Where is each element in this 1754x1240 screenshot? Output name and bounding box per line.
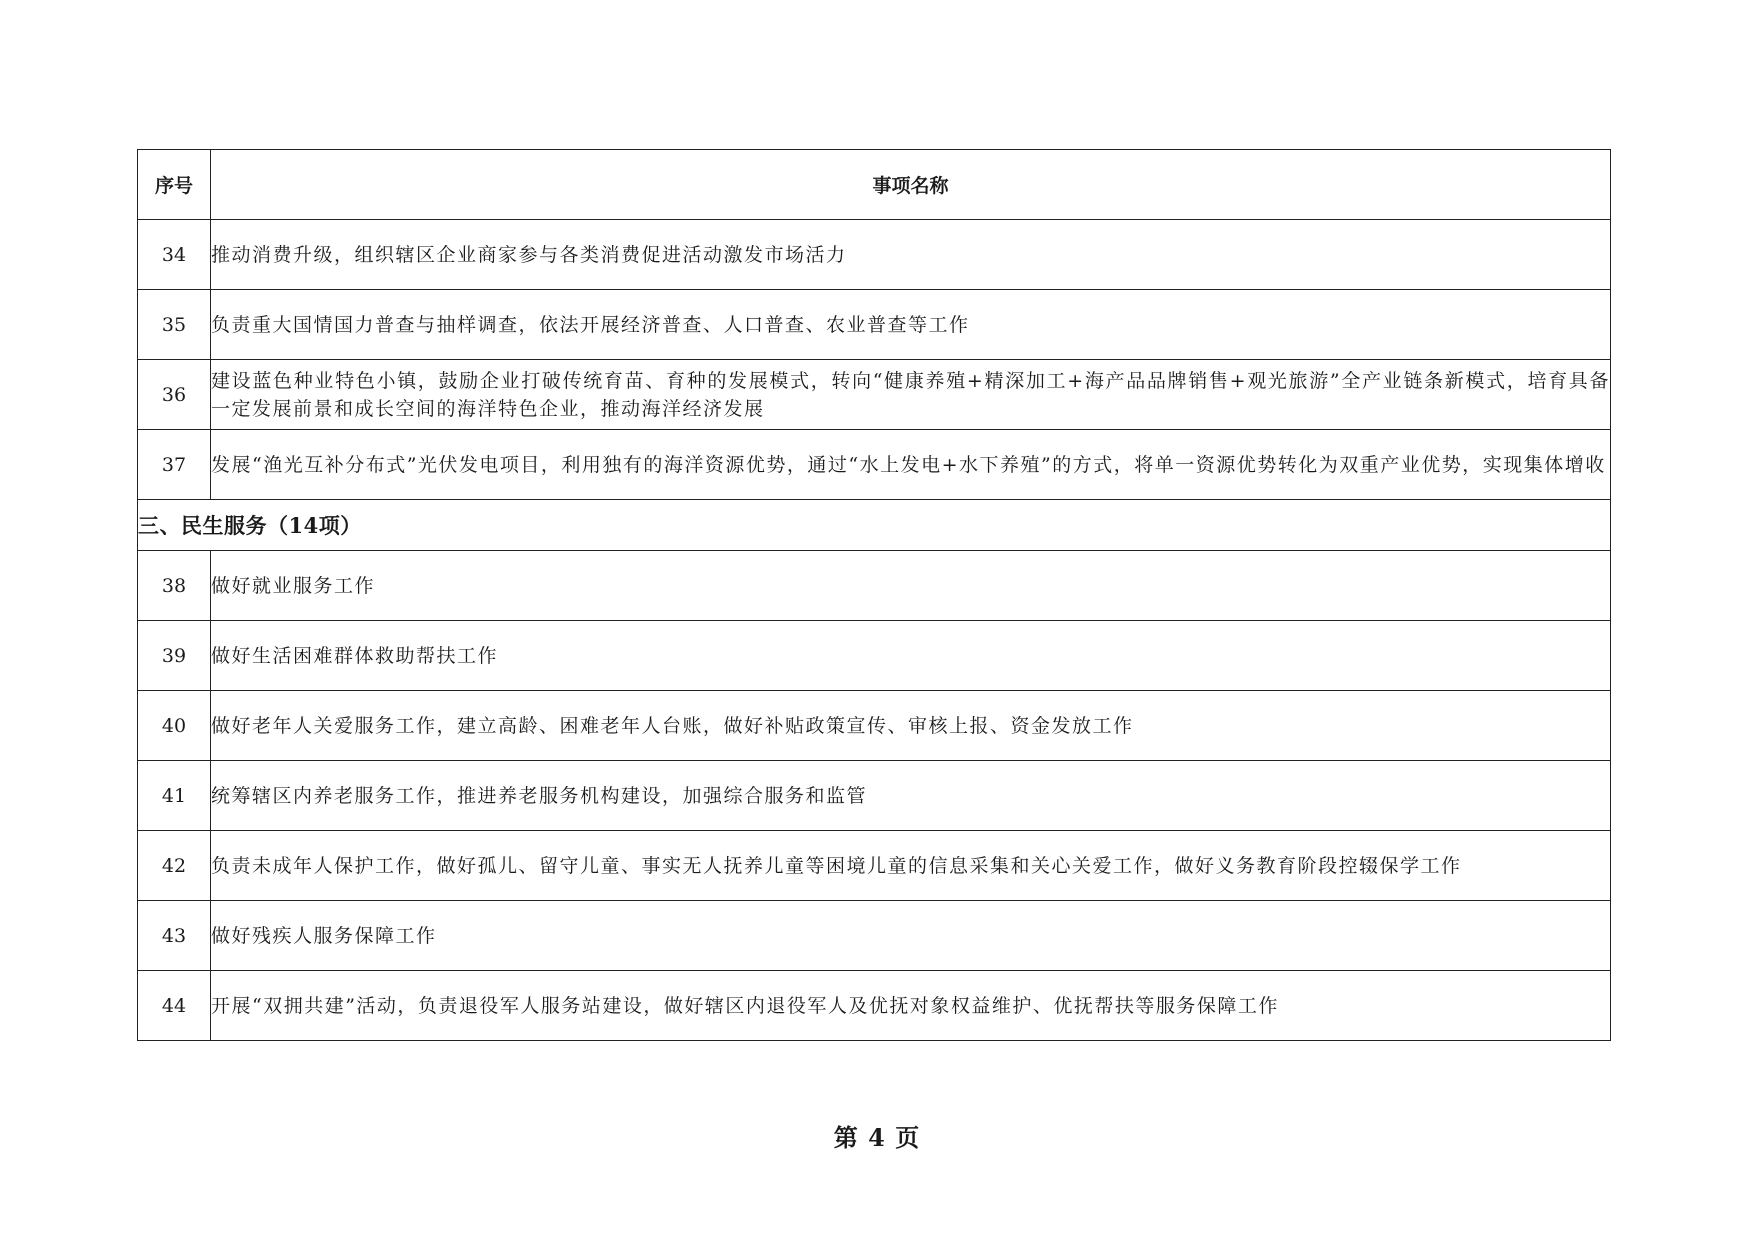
row-number: 43	[138, 901, 211, 971]
row-name: 建设蓝色种业特色小镇，鼓励企业打破传统育苗、育种的发展模式，转向“健康养殖+精深加工+海产品品牌销售+观光旅游”全产业链条新模式，培育具备一定发展前景和成长空间的海洋特色企业，推动海洋经济发展	[211, 360, 1611, 430]
row-name: 负责未成年人保护工作，做好孤儿、留守儿童、事实无人抚养儿童等困境儿童的信息采集和关心关爱工作，做好义务教育阶段控辍保学工作	[211, 831, 1611, 901]
row-name: 做好生活困难群体救助帮扶工作	[211, 621, 1611, 691]
header-no: 序号	[138, 150, 211, 220]
row-name: 推动消费升级，组织辖区企业商家参与各类消费促进活动激发市场活力	[211, 220, 1611, 290]
row-number: 38	[138, 551, 211, 621]
section-title: 三、民生服务（14项）	[138, 500, 1611, 551]
table-row	[138, 360, 1611, 430]
table-row	[138, 901, 1611, 971]
table-header-row	[138, 150, 1611, 220]
row-number: 44	[138, 971, 211, 1041]
row-name: 做好就业服务工作	[211, 551, 1611, 621]
row-number: 35	[138, 290, 211, 360]
row-name: 统筹辖区内养老服务工作，推进养老服务机构建设，加强综合服务和监管	[211, 761, 1611, 831]
row-number: 39	[138, 621, 211, 691]
row-name: 做好老年人关爱服务工作，建立高龄、困难老年人台账，做好补贴政策宣传、审核上报、资金发放工作	[211, 691, 1611, 761]
table-row	[138, 621, 1611, 691]
row-number: 34	[138, 220, 211, 290]
table-row	[138, 831, 1611, 901]
row-number: 42	[138, 831, 211, 901]
row-number: 37	[138, 430, 211, 500]
page-number: 第 4 页	[833, 1123, 921, 1152]
table-row	[138, 220, 1611, 290]
table-row	[138, 430, 1611, 500]
row-name: 发展“渔光互补分布式”光伏发电项目，利用独有的海洋资源优势，通过“水上发电+水下养殖”的方式，将单一资源优势转化为双重产业优势，实现集体增收	[211, 430, 1611, 500]
table-row	[138, 290, 1611, 360]
row-number: 40	[138, 691, 211, 761]
row-number: 41	[138, 761, 211, 831]
table-row	[138, 691, 1611, 761]
section-row	[138, 500, 1611, 551]
items-table	[137, 149, 1611, 1041]
row-name: 负责重大国情国力普查与抽样调查，依法开展经济普查、人口普查、农业普查等工作	[211, 290, 1611, 360]
header-name: 事项名称	[211, 150, 1611, 220]
table-row	[138, 551, 1611, 621]
row-name: 开展“双拥共建”活动，负责退役军人服务站建设，做好辖区内退役军人及优抚对象权益维护、优抚帮扶等服务保障工作	[211, 971, 1611, 1041]
row-number: 36	[138, 360, 211, 430]
table-row	[138, 971, 1611, 1041]
table-row	[138, 761, 1611, 831]
row-name: 做好残疾人服务保障工作	[211, 901, 1611, 971]
